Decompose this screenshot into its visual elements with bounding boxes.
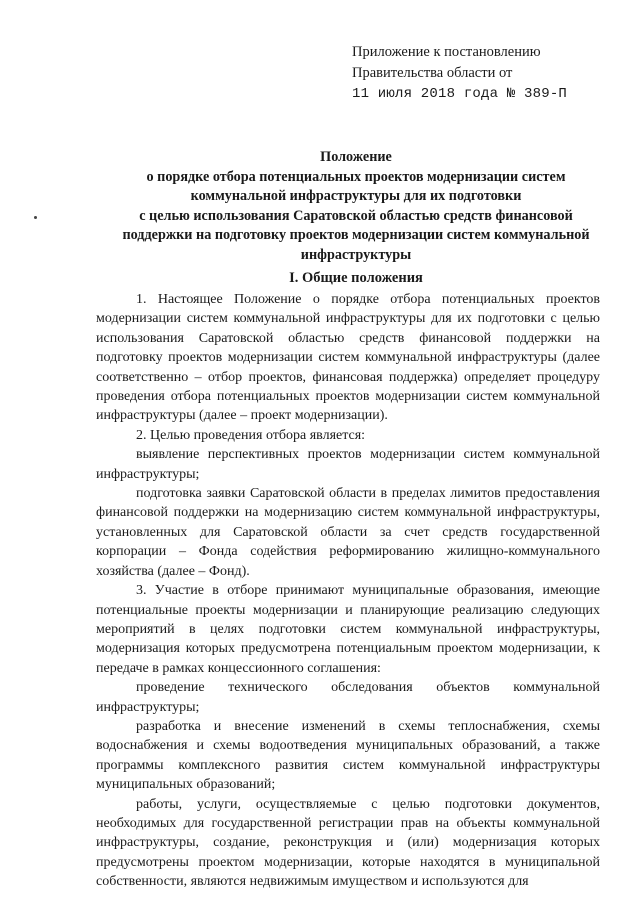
appendix-line-2: Правительства области от	[352, 65, 513, 81]
paragraph-3: выявление перспективных проектов модернизации систем коммунальной инфраструктуры;	[96, 447, 600, 482]
title-line-5: поддержки на подготовку проектов модернизации систем коммунальной	[122, 227, 590, 243]
appendix-date-line: 11 июля 2018 года № 389-П	[352, 86, 568, 102]
paragraph-6: проведение технического обследования объектов коммунальной инфраструктуры;	[96, 680, 600, 715]
paragraph-8: работы, услуги, осуществляемые с целью подготовки документов, необходимых для государственной регистрации прав на объекты коммунальной инфраструктуры, создание, реконструкция и (или) модернизация которых предусмотрены проектом модернизации, которые находятся в муниципальной собственности, являются недвижимым имуществом и используются для	[96, 796, 600, 890]
title-line-6: инфраструктуры	[300, 246, 412, 263]
document-body	[96, 290, 600, 892]
document-title	[96, 148, 616, 265]
title-line-3: коммунальной инфраструктуры для их подготовки	[190, 188, 522, 204]
paragraph-4: подготовка заявки Саратовской области в пределах лимитов предоставления финансовой поддержки на модернизацию систем коммунальной инфраструктуры, установленных для Саратовской области за счет средств государственной корпорации – Фонда содействия реформированию жилищно-коммунального хозяйства (далее – Фонд).	[96, 486, 600, 579]
appendix-note	[352, 42, 612, 105]
scan-speck	[34, 216, 37, 219]
appendix-line-1: Приложение к постановлению	[352, 44, 541, 60]
paragraph-2: 2. Целью проведения отбора является:	[136, 427, 366, 443]
section-heading: I. Общие положения	[289, 270, 423, 286]
title-line-2: о порядке отбора потенциальных проектов модернизации систем	[146, 168, 566, 185]
title-line-4: с целью использования Саратовской областью средств финансовой	[139, 207, 573, 224]
paragraph-5: 3. Участие в отборе принимают муниципальные образования, имеющие потенциальные проекты модернизации и планирующие реализацию следующих мероприятий в целях подготовки систем коммунальной инфраструктуры, модернизация которых предусмотрена потенциальным проектом модернизации, к передаче в рамках концессионного соглашения:	[96, 583, 600, 676]
title-line-1: Положение	[320, 149, 392, 165]
paragraph-7: разработка и внесение изменений в схемы теплоснабжения, схемы водоснабжения и схемы водоотведения муниципальных образований, а также программы комплексного развития систем коммунальной инфраструктуры муниципальных образований;	[96, 718, 600, 793]
paragraph-1: 1. Настоящее Положение о порядке отбора потенциальных проектов модернизации систем коммунальной инфраструктуры для их подготовки с целью использования Саратовской областью средств финансовой поддержки на подготовку проектов модернизации систем коммунальной инфраструктуры (далее соответственно – отбор проектов, финансовая поддержка) определяет процедуру проведения отбора потенциальных проектов модернизации систем коммунальной инфраструктуры (далее – проект модернизации).	[96, 292, 600, 424]
